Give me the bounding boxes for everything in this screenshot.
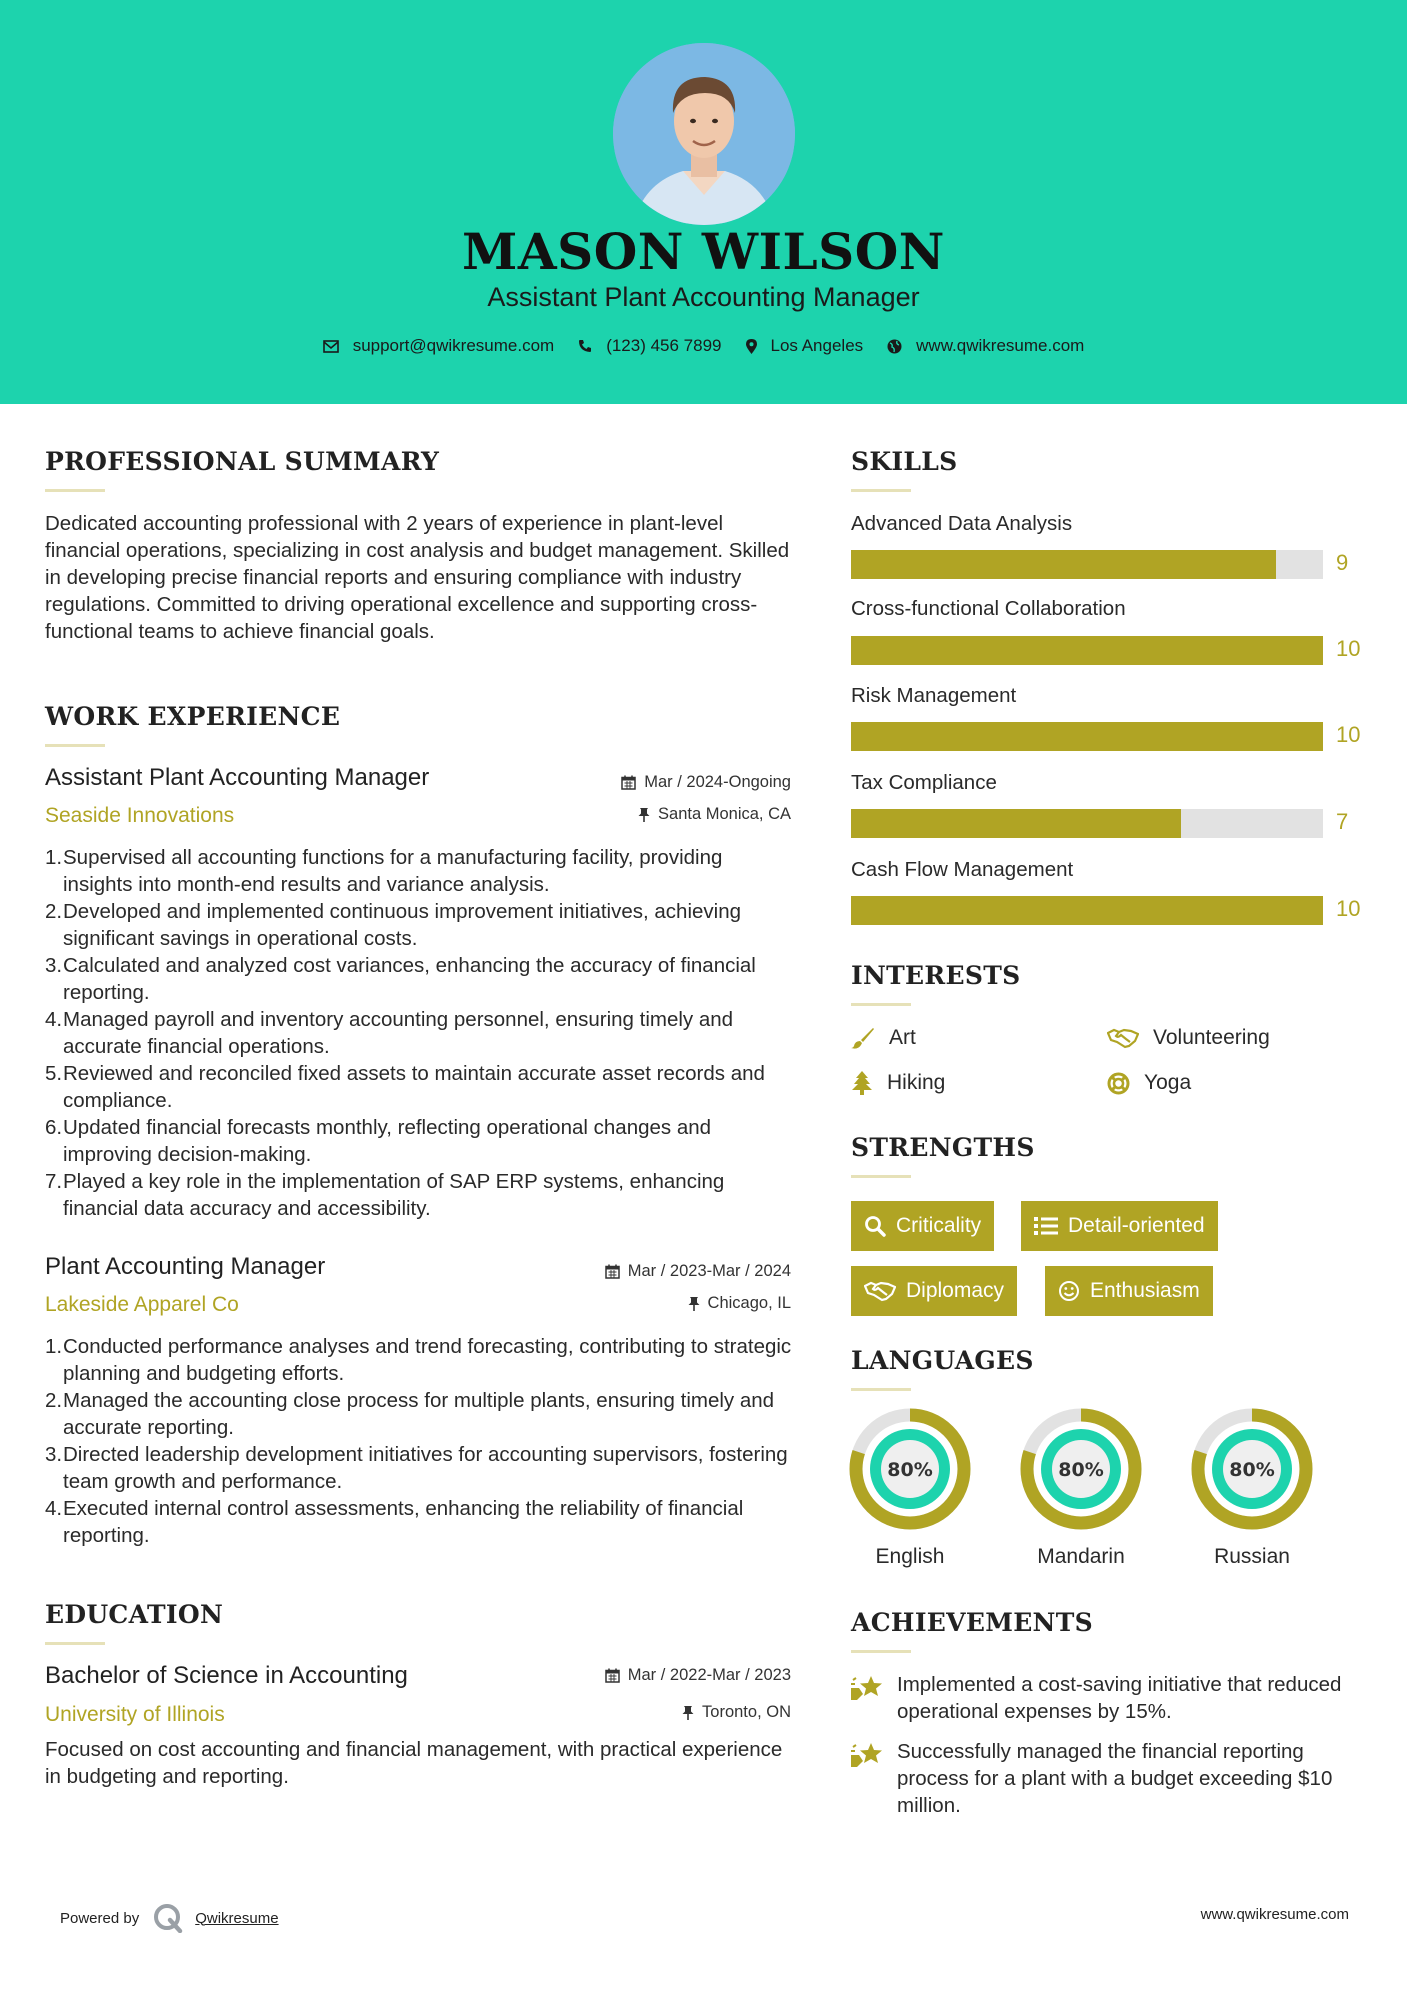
language-name: English <box>875 1545 945 1568</box>
handshake-icon <box>1107 1027 1139 1049</box>
summary-heading: PROFESSIONAL SUMMARY <box>45 447 440 476</box>
duty-item: 4. Executed internal control assessments, enhancing the reliability of financial reporting. <box>45 1497 744 1547</box>
interest-label: Volunteering <box>1153 1026 1270 1049</box>
calendar-icon <box>605 1264 620 1279</box>
skill-bar <box>851 550 1323 579</box>
skill-name: Advanced Data Analysis <box>851 512 1073 535</box>
achievements-heading: ACHIEVEMENTS <box>851 1608 1093 1637</box>
skill-name: Risk Management <box>851 684 1017 707</box>
pushpin-icon <box>682 1705 694 1720</box>
skill-name: Cash Flow Management <box>851 858 1074 881</box>
duty-text: Played a key role in the implementation of SAP ERP systems, enhancing financial data accuracy and accessibility. <box>63 1170 725 1220</box>
footer-url[interactable]: www.qwikresume.com <box>1200 1906 1349 1923</box>
location-text: Los Angeles <box>770 336 864 355</box>
languages-heading: LANGUAGES <box>851 1346 1034 1375</box>
achievement-item <box>851 1738 1371 1819</box>
duty-item: 7. Played a key role in the implementation of SAP ERP systems, enhancing financial data accuracy and accessibility. <box>45 1170 725 1220</box>
smile-icon <box>1058 1280 1080 1302</box>
strength-tag <box>1021 1201 1218 1251</box>
map-pin-icon <box>746 339 757 354</box>
education-description: Focused on cost accounting and financial management, with practical experience in budgeting and reporting. <box>45 1738 783 1788</box>
candidate-name: MASON WILSON <box>462 222 945 281</box>
job-location <box>688 1294 791 1313</box>
strengths-rule <box>851 1175 911 1178</box>
interest-item <box>851 1026 916 1050</box>
skill-bar-fill <box>851 896 1323 925</box>
envelope-icon <box>323 340 339 353</box>
job-company: Lakeside Apparel Co <box>45 1293 239 1316</box>
qwikresume-logo-icon <box>153 1903 183 1933</box>
duty-item: 5. Reviewed and reconciled fixed assets to maintain accurate asset records and compliance. <box>45 1062 765 1112</box>
star-hand-icon <box>851 1674 885 1702</box>
job-duties-list <box>45 1333 795 1549</box>
language-percent: 80% <box>887 1459 933 1481</box>
degree-title: Bachelor of Science in Accounting <box>45 1662 408 1689</box>
duty-text: Managed the accounting close process for multiple plants, ensuring timely and accurate reporting. <box>63 1389 775 1439</box>
duty-text: Directed leadership development initiatives for accounting supervisors, fostering team growth and performance. <box>63 1443 788 1493</box>
interest-label: Yoga <box>1144 1071 1192 1094</box>
job-title: Plant Accounting Manager <box>45 1253 326 1280</box>
job-dates-text: Mar / 2023-Mar / 2024 <box>627 1262 791 1280</box>
skill-bar-fill <box>851 550 1276 579</box>
job-title: Assistant Plant Accounting Manager <box>45 764 430 791</box>
achievement-text: Successfully managed the financial reporting process for a plant with a budget exceeding $10 million. <box>897 1740 1333 1817</box>
duty-item: 1. Conducted performance analyses and trend forecasting, contributing to strategic planning and budgeting efforts. <box>45 1335 792 1385</box>
strength-tag <box>851 1201 994 1251</box>
skill-bar-fill <box>851 809 1181 838</box>
skill-value: 10 <box>1336 896 1361 921</box>
duty-item: 1. Supervised all accounting functions for a manufacturing facility, providing insights into month-end results and variance analysis. <box>45 846 723 896</box>
education-location-text: Toronto, ON <box>702 1703 791 1721</box>
job-dates-text: Mar / 2024-Ongoing <box>644 773 791 791</box>
strength-tag <box>1045 1266 1213 1316</box>
skills-rule <box>851 489 911 492</box>
achievements-rule <box>851 1650 911 1653</box>
job-location <box>638 805 791 824</box>
strength-label: Detail-oriented <box>1068 1214 1205 1237</box>
calendar-icon <box>605 1668 620 1683</box>
pushpin-icon <box>688 1296 700 1311</box>
handshake-icon <box>864 1280 896 1302</box>
website-text: www.qwikresume.com <box>916 336 1085 355</box>
globe-icon <box>887 339 902 354</box>
job-dates <box>621 773 791 792</box>
candidate-title: Assistant Plant Accounting Manager <box>487 282 920 312</box>
duty-text: Updated financial forecasts monthly, reflecting operational changes and improving decision-making. <box>63 1116 712 1166</box>
skill-bar <box>851 722 1323 751</box>
interests-heading: INTERESTS <box>851 961 1021 990</box>
contact-email[interactable] <box>323 336 555 356</box>
skill-bar <box>851 896 1323 925</box>
education-location <box>682 1703 791 1722</box>
phone-text: (123) 456 7899 <box>606 336 722 355</box>
job-location-text: Chicago, IL <box>707 1294 791 1312</box>
search-icon <box>864 1215 886 1237</box>
education-rule <box>45 1642 105 1645</box>
skill-name: Cross-functional Collaboration <box>851 597 1126 620</box>
job-duties-list <box>45 844 795 1222</box>
skill-bar-fill <box>851 722 1323 751</box>
interests-rule <box>851 1003 911 1006</box>
language-percent: 80% <box>1229 1459 1275 1481</box>
interest-label: Hiking <box>887 1071 946 1094</box>
skills-heading: SKILLS <box>851 447 958 476</box>
star-hand-icon <box>851 1741 885 1769</box>
school-name: University of Illinois <box>45 1703 225 1726</box>
education-heading: EDUCATION <box>45 1600 224 1629</box>
experience-heading: WORK EXPERIENCE <box>45 702 341 731</box>
strength-label: Enthusiasm <box>1090 1279 1200 1302</box>
skill-bar <box>851 636 1323 665</box>
duty-text: Supervised all accounting functions for a manufacturing facility, providing insights into month-end results and variance analysis. <box>63 846 723 896</box>
skill-name: Tax Compliance <box>851 771 997 794</box>
language-name: Mandarin <box>1037 1545 1125 1568</box>
job-dates <box>605 1262 791 1281</box>
lifebuoy-icon <box>1107 1072 1130 1095</box>
duty-item: 2. Developed and implemented continuous improvement initiatives, achieving significant savings in operational costs. <box>45 900 742 950</box>
duty-text: Calculated and analyzed cost variances, enhancing the accuracy of financial reporting. <box>63 954 756 1004</box>
language-dial <box>1020 1408 1142 1535</box>
education-dates-text: Mar / 2022-Mar / 2023 <box>627 1666 791 1684</box>
interest-label: Art <box>889 1026 916 1049</box>
duty-item: 3. Directed leadership development initiatives for accounting supervisors, fostering team growth and performance. <box>45 1443 788 1493</box>
strengths-heading: STRENGTHS <box>851 1133 1035 1162</box>
skill-value: 7 <box>1336 809 1349 834</box>
job-company: Seaside Innovations <box>45 804 235 827</box>
contact-website[interactable] <box>887 336 1084 356</box>
skill-bar-fill <box>851 636 1323 665</box>
calendar-icon <box>621 775 636 790</box>
duty-text: Developed and implemented continuous improvement initiatives, achieving significant savings in operational costs. <box>63 900 742 950</box>
strength-tag <box>851 1266 1017 1316</box>
duty-text: Reviewed and reconciled fixed assets to maintain accurate asset records and compliance. <box>63 1062 765 1112</box>
experience-rule <box>45 744 105 747</box>
powered-by-label: Powered by <box>60 1909 140 1927</box>
duty-text: Executed internal control assessments, enhancing the reliability of financial reporting. <box>63 1497 744 1547</box>
language-dial <box>1191 1408 1313 1535</box>
paintbrush-icon <box>851 1027 875 1049</box>
duty-text: Managed payroll and inventory accounting personnel, ensuring timely and accurate financial operations. <box>63 1008 734 1058</box>
summary-text: Dedicated accounting professional with 2 years of experience in plant-level financial operations, specializing in cost analysis and budget management. Skilled in developing precise financial reports and ensuring compliance with industry regulations. Committed to driving operational excellence and supporting cross-functional teams to achieve financial goals. <box>45 512 790 643</box>
achievement-text: Implemented a cost-saving initiative that reduced operational expenses by 15%. <box>897 1673 1342 1723</box>
contact-bar <box>0 336 1407 356</box>
strength-label: Diplomacy <box>906 1279 1005 1302</box>
interest-item <box>851 1071 945 1095</box>
skill-value: 10 <box>1336 722 1361 747</box>
phone-icon <box>578 339 592 353</box>
duty-item: 6. Updated financial forecasts monthly, reflecting operational changes and improving decision-making. <box>45 1116 712 1166</box>
tree-icon <box>851 1071 873 1095</box>
list-icon <box>1034 1216 1058 1236</box>
pushpin-icon <box>638 807 650 822</box>
duty-item: 4. Managed payroll and inventory accounting personnel, ensuring timely and accurate financial operations. <box>45 1008 734 1058</box>
email-text: support@qwikresume.com <box>352 336 555 355</box>
duty-item: 3. Calculated and analyzed cost variances, enhancing the accuracy of financial reporting. <box>45 954 756 1004</box>
interest-item <box>1107 1071 1191 1095</box>
footer-branding <box>60 1903 279 1933</box>
strength-label: Criticality <box>896 1214 982 1237</box>
contact-phone[interactable] <box>578 336 721 356</box>
interest-item <box>1107 1026 1270 1050</box>
language-percent: 80% <box>1058 1459 1104 1481</box>
skill-value: 9 <box>1336 550 1349 575</box>
job-location-text: Santa Monica, CA <box>658 805 791 823</box>
duty-text: Conducted performance analyses and trend forecasting, contributing to strategic planning and budgeting efforts. <box>63 1335 792 1385</box>
duty-item: 2. Managed the accounting close process for multiple plants, ensuring timely and accurate reporting. <box>45 1389 775 1439</box>
achievement-item <box>851 1671 1371 1725</box>
education-dates <box>605 1666 791 1685</box>
skill-bar <box>851 809 1323 838</box>
language-name: Russian <box>1214 1545 1290 1568</box>
languages-rule <box>851 1388 911 1391</box>
profile-photo <box>613 43 795 225</box>
summary-rule <box>45 489 105 492</box>
header-banner <box>0 0 1407 404</box>
contact-location <box>746 336 864 356</box>
brand-link[interactable]: Qwikresume <box>195 1909 279 1927</box>
language-dial <box>849 1408 971 1535</box>
skill-value: 10 <box>1336 636 1361 661</box>
